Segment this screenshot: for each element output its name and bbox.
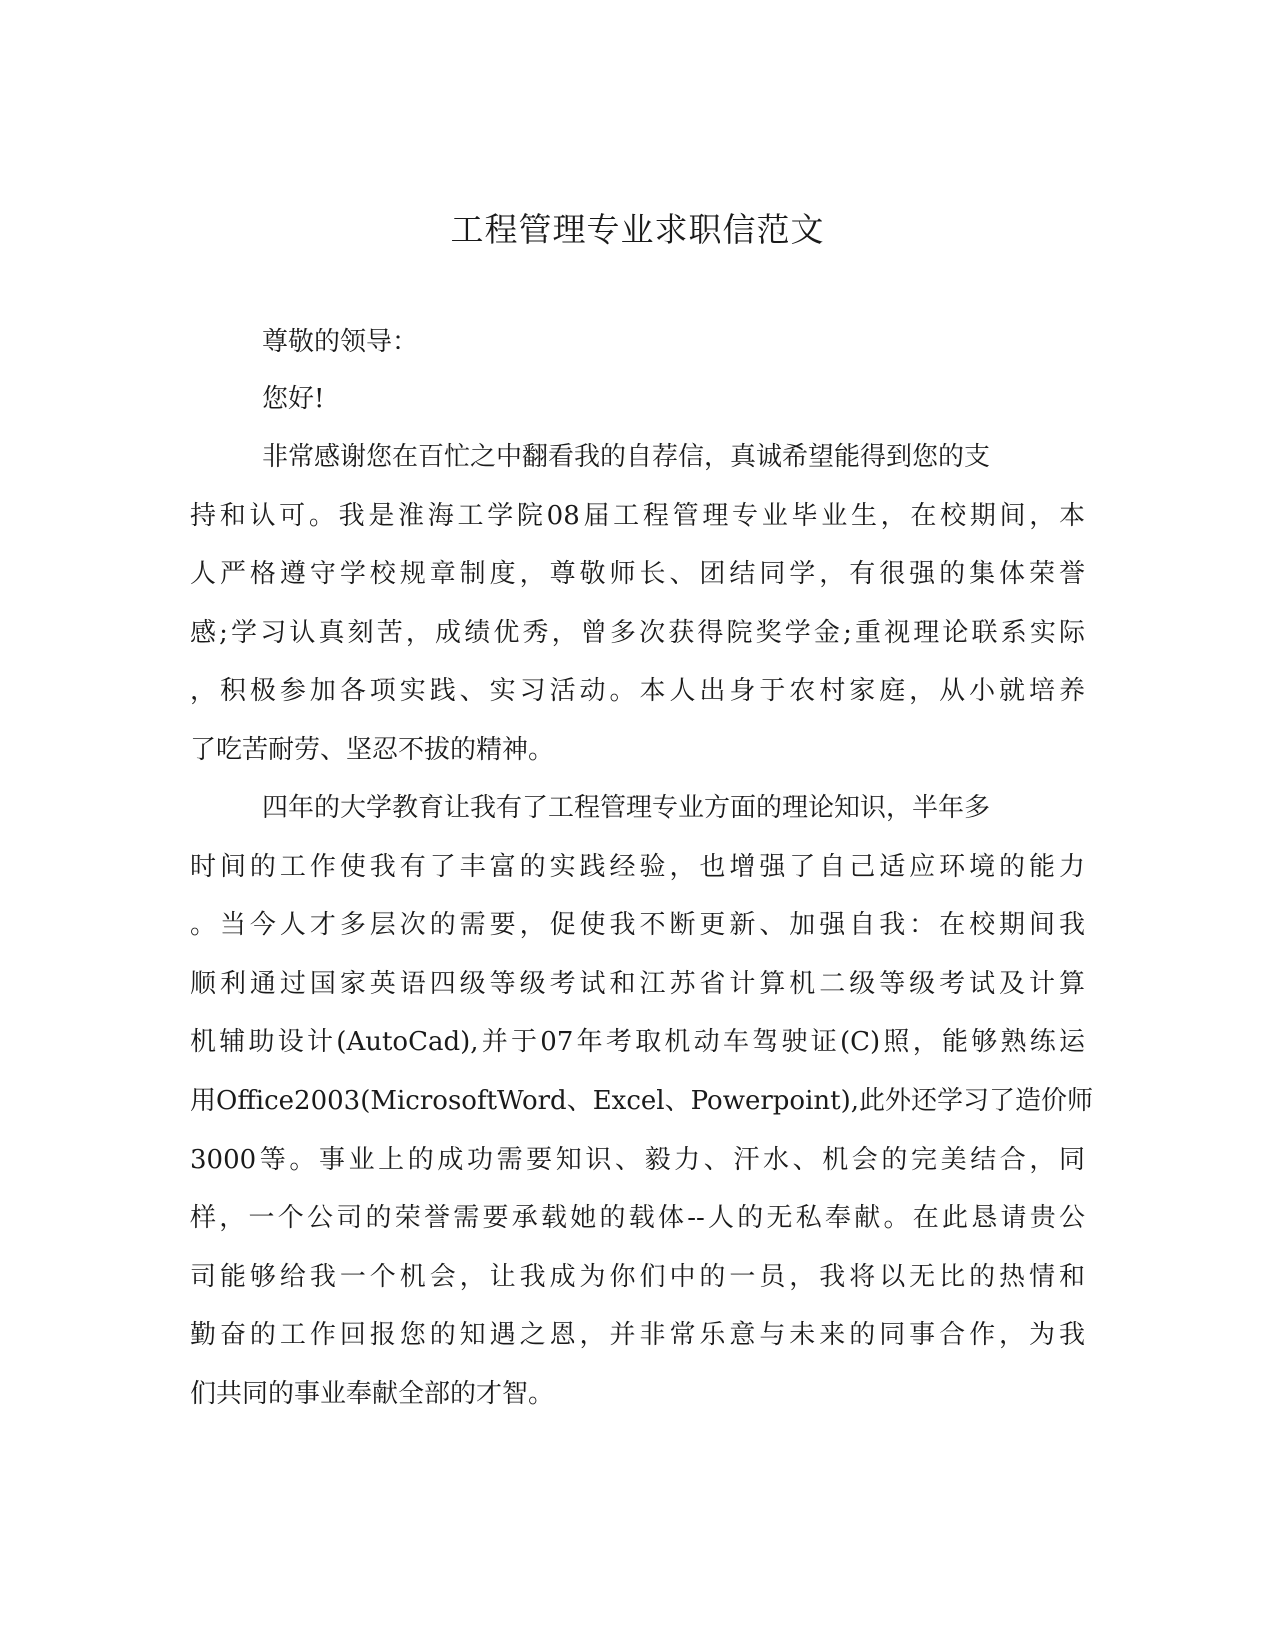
paragraph-line: 样，一个公司的荣誉需要承载她的载体--人的无私奉献。在此恳请贵公 [190,1203,1085,1233]
paragraph-line: 用Office2003(MicrosoftWord、Excel、Powerpoint),此外还学习了造价师 [190,1086,1093,1116]
paragraph-line: 时间的工作使我有了丰富的实践经验，也增强了自己适应环境的能力 [190,852,1085,882]
paragraph-line: 顺利通过国家英语四级等级考试和江苏省计算机二级等级考试及计算 [190,969,1085,999]
paragraph-line: 们共同的事业奉献全部的才智。 [190,1379,555,1409]
paragraph-line: 了吃苦耐劳、坚忍不拔的精神。 [190,735,555,765]
paragraph-line: 勤奋的工作回报您的知遇之恩，并非常乐意与未来的同事合作，为我 [190,1320,1085,1350]
paragraph-line: 。当今人才多层次的需要，促使我不断更新、加强自我：在校期间我 [190,910,1085,940]
paragraph-line: 感;学习认真刻苦，成绩优秀，曾多次获得院奖学金;重视理论联系实际 [190,618,1085,648]
paragraph-line: 3000等。事业上的成功需要知识、毅力、汗水、机会的完美结合，同 [190,1145,1085,1175]
paragraph-line: 四年的大学教育让我有了工程管理专业方面的理论知识，半年多 [262,793,991,823]
salutation: 尊敬的领导： [262,327,419,357]
paragraph-line: 非常感谢您在百忙之中翻看我的自荐信，真诚希望能得到您的支 [262,442,991,472]
document-title: 工程管理专业求职信范文 [450,210,825,249]
greeting: 您好! [262,384,325,414]
paragraph-line: ，积极参加各项实践、实习活动。本人出身于农村家庭，从小就培养 [190,676,1085,706]
paragraph-line: 人严格遵守学校规章制度，尊敬师长、团结同学，有很强的集体荣誉 [190,559,1085,589]
paragraph-line: 司能够给我一个机会，让我成为你们中的一员，我将以无比的热情和 [190,1262,1085,1292]
paragraph-line: 持和认可。我是淮海工学院08届工程管理专业毕业生，在校期间，本 [190,501,1085,531]
paragraph-line: 机辅助设计(AutoCad),并于07年考取机动车驾驶证(C)照，能够熟练运 [190,1027,1085,1057]
